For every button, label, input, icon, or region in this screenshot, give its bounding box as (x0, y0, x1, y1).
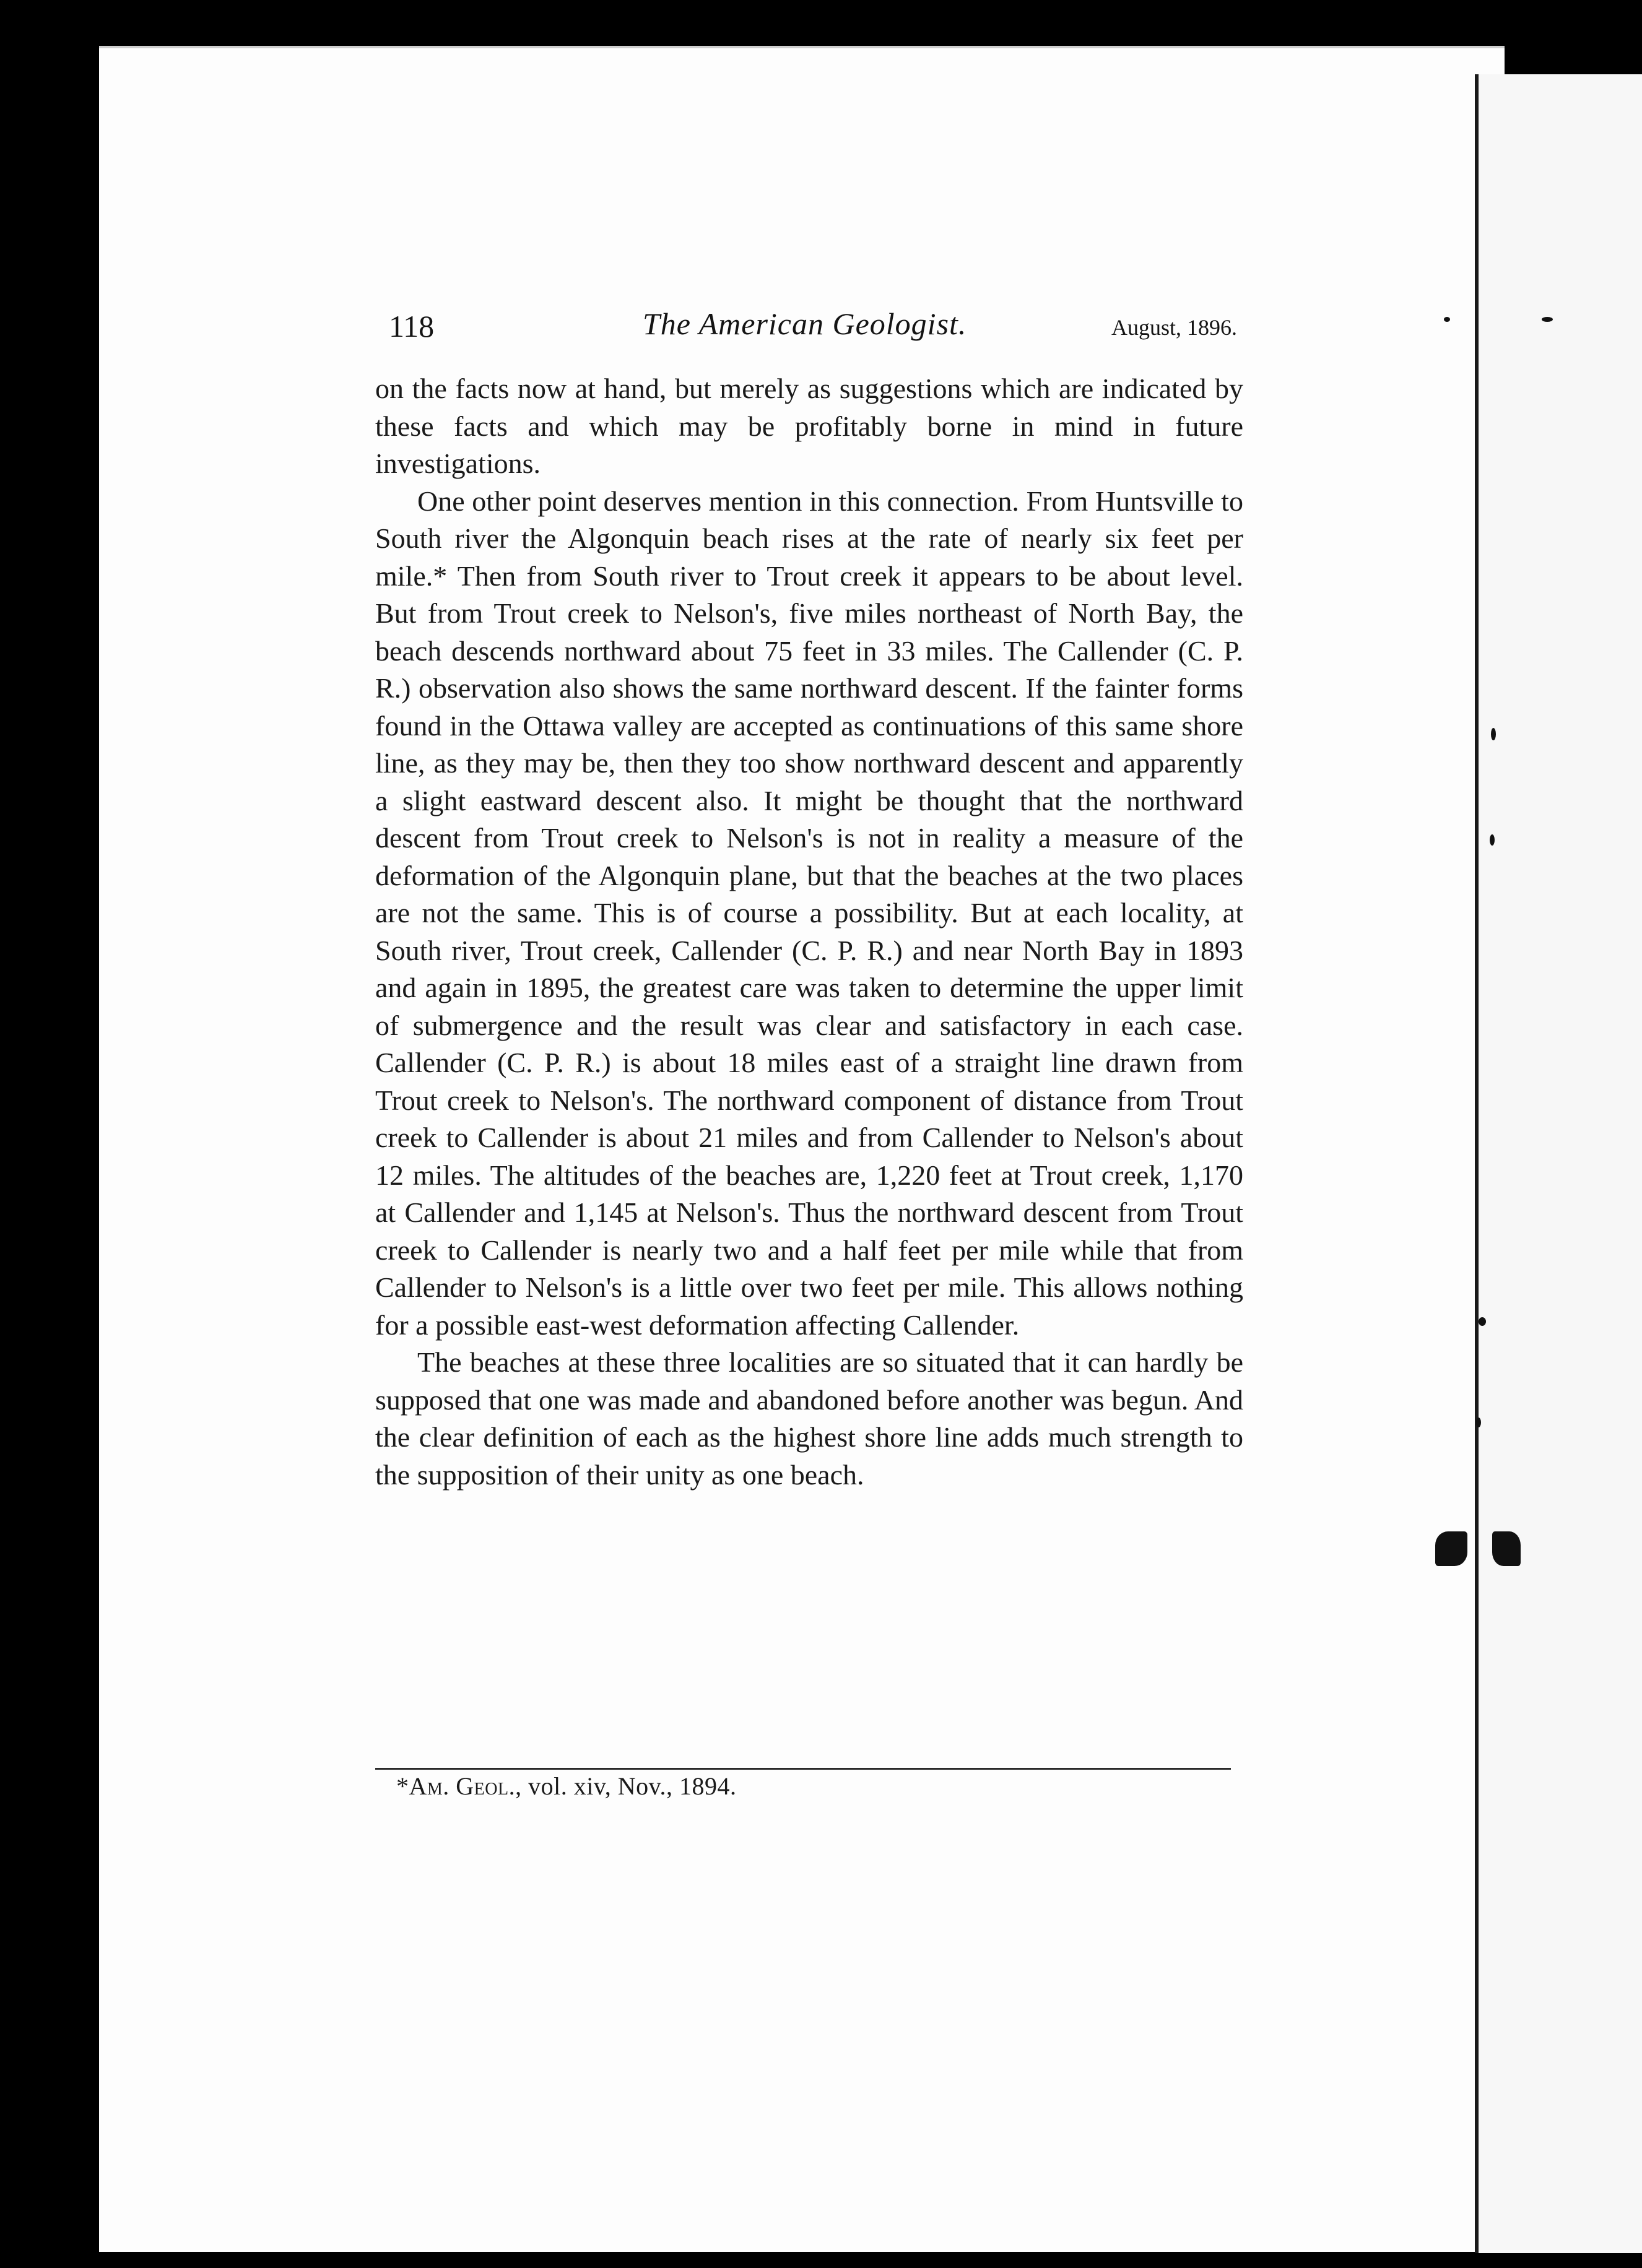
footnote-marker: * (396, 1772, 409, 1800)
paragraph: on the facts now at hand, but merely as suggestions which are indicated by these facts and which may be profitably borne in mind in future investigations. (375, 373, 1243, 479)
body-text (375, 370, 1243, 1494)
footnote (396, 1772, 737, 1801)
page-number: 118 (389, 309, 435, 344)
footnote-rule (375, 1768, 1231, 1770)
paragraph: The beaches at these three localities are so situated that it can hardly be supposed that one was made and abandoned before another was begun. And the clear definition of each as the highest shore line adds much strength to the supposition of their unity as one beach. (375, 1346, 1243, 1491)
margin-speck (1444, 317, 1450, 322)
margin-speck (1491, 728, 1496, 740)
footnote-detail: , vol. xiv, Nov., 1894. (515, 1772, 737, 1800)
margin-speck (1476, 1418, 1481, 1427)
margin-speck (1542, 317, 1553, 322)
issue-date: August, 1896. (1111, 315, 1237, 340)
binding-clip-mark (1492, 1531, 1521, 1566)
journal-title: The American Geologist. (643, 306, 967, 341)
running-header (389, 306, 1237, 349)
margin-speck (1490, 834, 1495, 846)
binding-clip-mark (1435, 1531, 1467, 1566)
adjacent-page-edge (1475, 74, 1642, 2253)
footnote-source: Am. Geol. (409, 1772, 516, 1800)
paragraph: One other point deserves mention in this connection. From Huntsville to South river the Algonquin beach rises at the rate of nearly six feet per mile.* Then from South river to Trout creek it appears to be about level. But from Trout creek to Nelson's, five miles northeast of North Bay, the beach descends northward about 75 feet in 33 miles. The Callender (C. P. R.) observation also shows the same northward descent. If the fainter forms found in the Ottawa valley are accepted as continuations of this same shore line, as they may be, then they too show northward descent and apparently a slight eastward descent also. It might be thought that the northward descent from Trout creek to Nelson's is not in reality a measure of the deformation of the Algonquin plane, but that the beaches at the two places are not the same. This is of course a possibility. But at each locality, at South river, Trout creek, Callender (C. P. R.) and near North Bay in 1893 and again in 1895, the greatest care was taken to determine the upper limit of submergence and the result was clear and satisfactory in each case. Callender (C. P. R.) is about 18 miles east of a straight line drawn from Trout creek to Nelson's. The northward component of distance from Trout creek to Callender is about 21 miles and from Callender to Nelson's about 12 miles. The altitudes of the beaches are, 1,220 feet at Trout creek, 1,170 at Callender and 1,145 at Nelson's. Thus the northward descent from Trout creek to Callender is nearly two and a half feet per mile while that from Callender to Nelson's is a little over two feet per mile. This allows nothing for a possible east-west deformation affecting Callender. (375, 485, 1243, 1341)
margin-speck (1479, 1317, 1486, 1326)
